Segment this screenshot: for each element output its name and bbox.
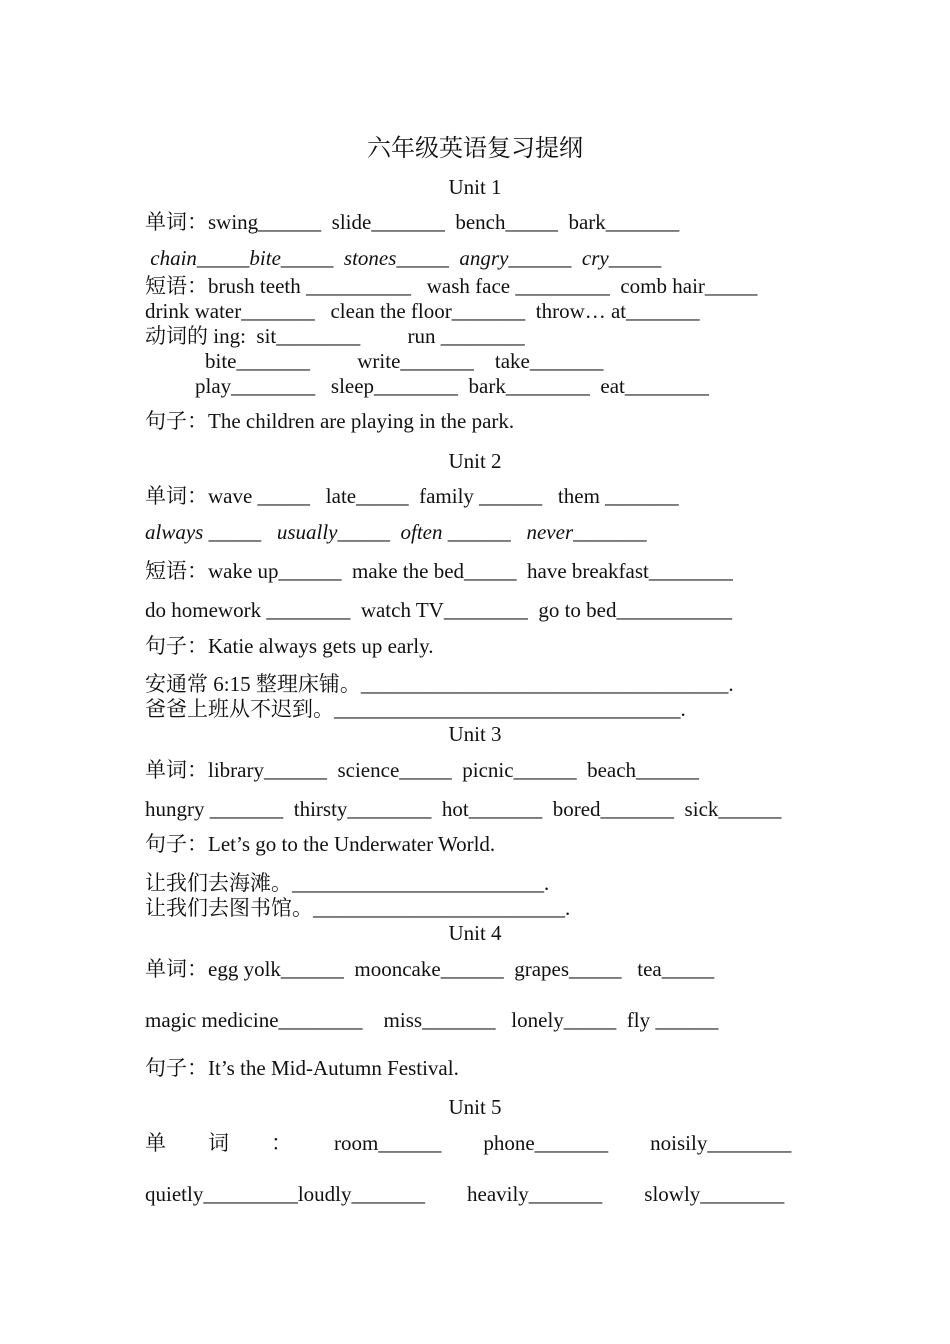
translation-line: 让我们去海滩。________________________. bbox=[145, 871, 550, 895]
vocab-line: always _____ usually_____ often ______ never_______ bbox=[145, 520, 647, 544]
vocab-line: 单词：library______ science_____ picnic______ beach______ bbox=[145, 758, 700, 782]
vocab-line: magic medicine________ miss_______ lonely_____ fly ______ bbox=[145, 1008, 719, 1032]
phrase-line: do homework ________ watch TV________ go to bed___________ bbox=[145, 598, 732, 622]
sentence-line: 句子：It’s the Mid-Autumn Festival. bbox=[145, 1056, 459, 1080]
unit-heading: Unit 3 bbox=[448, 722, 502, 746]
vocab-line: 单 词 ： room______ phone_______ noisily________ bbox=[145, 1131, 792, 1155]
vocab-line: hungry _______ thirsty________ hot_______ bored_______ sick______ bbox=[145, 797, 782, 821]
vocab-line: 单词：egg yolk______ mooncake______ grapes_____ tea_____ bbox=[145, 957, 715, 981]
unit-heading: Unit 4 bbox=[448, 921, 502, 945]
translation-line: 爸爸上班从不迟到。_________________________________. bbox=[145, 697, 686, 721]
sentence-line: 句子：The children are playing in the park. bbox=[145, 409, 515, 433]
unit-heading: Unit 1 bbox=[448, 175, 502, 199]
page-title: 六年级英语复习提纲 bbox=[367, 136, 583, 162]
vocab-line: 单词：swing______ slide_______ bench_____ bark_______ bbox=[145, 210, 680, 234]
sentence-line: 句子：Katie always gets up early. bbox=[145, 634, 434, 658]
ing-line: 动词的 ing: sit________ run ________ bbox=[145, 324, 525, 348]
unit-heading: Unit 2 bbox=[448, 449, 502, 473]
translation-line: 安通常 6:15 整理床铺。___________________________________. bbox=[145, 672, 734, 696]
vocab-line: quietly_________loudly_______ heavily_______ slowly________ bbox=[145, 1182, 785, 1206]
sentence-line: 句子：Let’s go to the Underwater World. bbox=[145, 832, 496, 856]
phrase-line: drink water_______ clean the floor_______ throw… at_______ bbox=[145, 299, 700, 323]
ing-line: play________ sleep________ bark________ eat________ bbox=[195, 374, 709, 398]
unit-heading: Unit 5 bbox=[448, 1095, 502, 1119]
phrase-line: 短语：brush teeth __________ wash face _________ comb hair_____ bbox=[145, 274, 758, 298]
ing-line: bite_______ write_______ take_______ bbox=[205, 349, 604, 373]
phrase-line: 短语：wake up______ make the bed_____ have breakfast________ bbox=[145, 559, 733, 583]
vocab-line: chain_____bite_____ stones_____ angry______ cry_____ bbox=[145, 246, 662, 270]
vocab-line: 单词：wave _____ late_____ family ______ them _______ bbox=[145, 484, 679, 508]
translation-line: 让我们去图书馆。________________________. bbox=[145, 896, 571, 920]
